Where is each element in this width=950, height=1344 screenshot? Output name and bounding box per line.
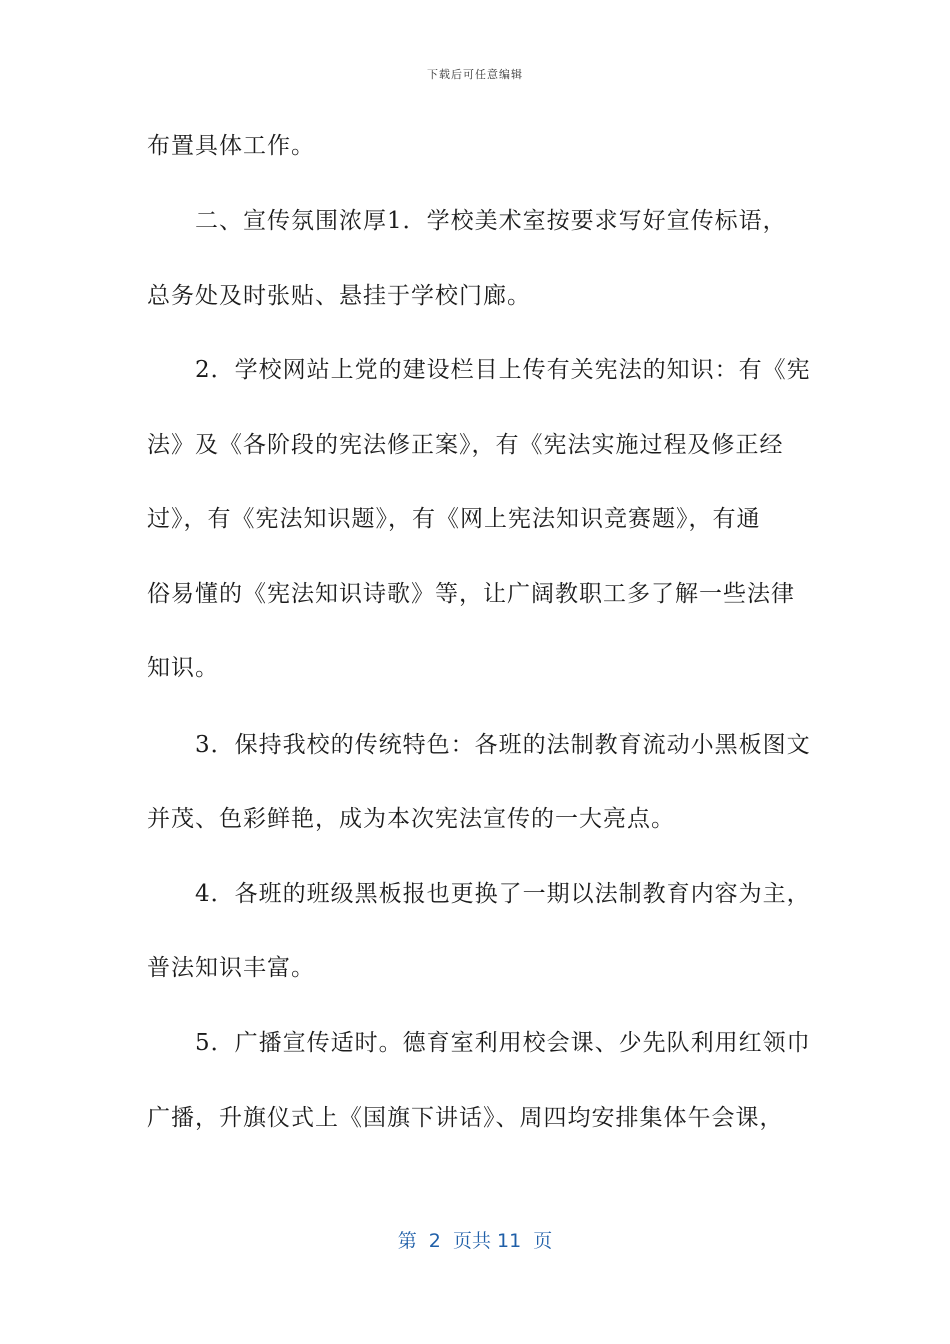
- body-line: 4．各班的班级黑板报也更换了一期以法制教育内容为主，: [195, 881, 811, 907]
- body-line: 2．学校网站上党的建设栏目上传有关宪法的知识：有《宪: [195, 357, 811, 383]
- body-line: 过》，有《宪法知识题》，有《网上宪法知识竞赛题》，有通: [147, 506, 761, 532]
- body-line: 知识。: [147, 655, 219, 681]
- page-number-footer: 第 2 页共 11 页: [397, 1230, 553, 1252]
- body-line: 俗易懂的《宪法知识诗歌》等，让广阔教职工多了解一些法律: [147, 581, 795, 607]
- body-line: 并茂、色彩鲜艳，成为本次宪法宣传的一大亮点。: [147, 806, 675, 832]
- body-line: 普法知识丰富。: [147, 955, 315, 981]
- body-line: 布置具体工作。: [147, 133, 315, 159]
- body-line: 总务处及时张贴、悬挂于学校门廊。: [147, 283, 531, 309]
- body-line: 广播，升旗仪式上《国旗下讲话》、周四均安排集体午会课，: [147, 1105, 784, 1131]
- body-line: 二、宣传氛围浓厚1．学校美术室按要求写好宣传标语，: [195, 208, 787, 234]
- header-note: 下载后可任意编辑: [427, 68, 523, 81]
- body-line: 法》及《各阶段的宪法修正案》，有《宪法实施过程及修正经: [147, 432, 784, 458]
- body-line: 5．广播宣传适时。德育室利用校会课、少先队利用红领巾: [195, 1030, 811, 1056]
- body-line: 3．保持我校的传统特色：各班的法制教育流动小黑板图文: [195, 732, 811, 758]
